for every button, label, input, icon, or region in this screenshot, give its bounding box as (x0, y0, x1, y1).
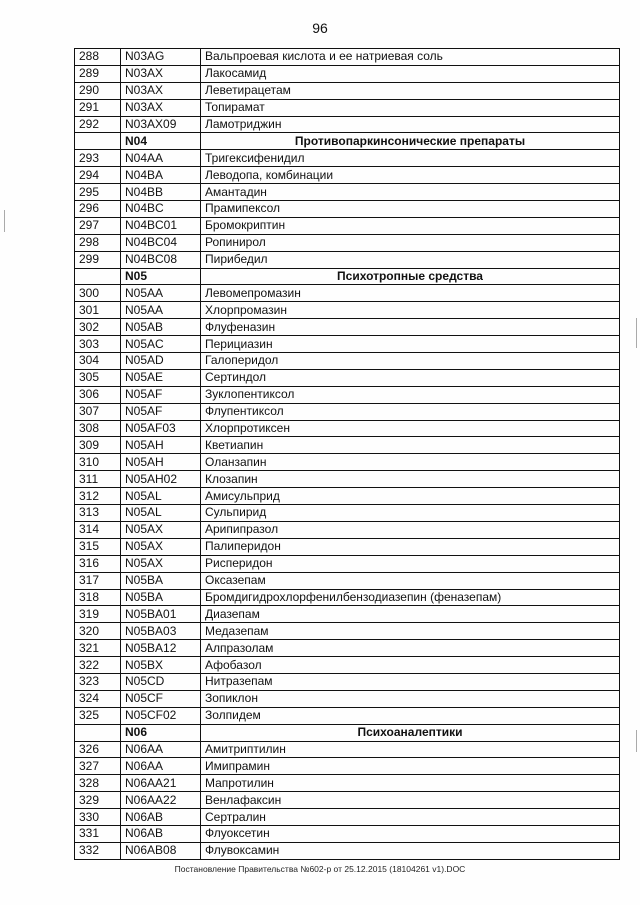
row-number: 329 (75, 792, 121, 809)
drug-name: Хлорпромазин (201, 302, 620, 319)
table-row (75, 336, 620, 353)
drug-name: Топирамат (201, 99, 620, 116)
table-row (75, 555, 620, 572)
atc-code: N03AX (121, 99, 201, 116)
drug-name: Зуклопентиксол (201, 386, 620, 403)
atc-code: N05AH (121, 437, 201, 454)
atc-code: N05AX (121, 538, 201, 555)
row-number: 290 (75, 82, 121, 99)
atc-code: N05BA (121, 589, 201, 606)
table-row (75, 116, 620, 133)
row-number: 302 (75, 319, 121, 336)
atc-code: N04 (121, 133, 201, 150)
drug-name: Оксазепам (201, 572, 620, 589)
table-row (75, 201, 620, 218)
row-number: 309 (75, 437, 121, 454)
table-row (75, 758, 620, 775)
atc-code: N06AA (121, 758, 201, 775)
drug-name: Оланзапин (201, 454, 620, 471)
atc-code: N05CD (121, 673, 201, 690)
drug-name: Галоперидол (201, 353, 620, 370)
atc-code: N05AA (121, 302, 201, 319)
atc-code: N03AX09 (121, 116, 201, 133)
table-row (75, 234, 620, 251)
page-number: 96 (312, 20, 328, 36)
table-row (75, 251, 620, 268)
row-number: 325 (75, 707, 121, 724)
drug-name: Нитразепам (201, 673, 620, 690)
group-header-row (75, 724, 620, 741)
table-row (75, 454, 620, 471)
row-number: 316 (75, 555, 121, 572)
row-number: 298 (75, 234, 121, 251)
table-row (75, 420, 620, 437)
row-number: 331 (75, 825, 121, 842)
atc-code: N03AG (121, 49, 201, 66)
table-row (75, 792, 620, 809)
drug-name: Тригексифенидил (201, 150, 620, 167)
table-row (75, 673, 620, 690)
drug-name: Арипипразол (201, 521, 620, 538)
drug-name: Палиперидон (201, 538, 620, 555)
atc-code: N05AF (121, 386, 201, 403)
row-number: 306 (75, 386, 121, 403)
drug-name: Левомепромазин (201, 285, 620, 302)
drug-name: Сертралин (201, 809, 620, 826)
drug-name: Леводопа, комбинации (201, 167, 620, 184)
row-number: 303 (75, 336, 121, 353)
row-number: 312 (75, 488, 121, 505)
table-row (75, 386, 620, 403)
row-number: 326 (75, 741, 121, 758)
atc-code: N05AH (121, 454, 201, 471)
atc-code: N04BC04 (121, 234, 201, 251)
atc-code: N05BX (121, 657, 201, 674)
table-row (75, 657, 620, 674)
row-number: 321 (75, 640, 121, 657)
table-row (75, 589, 620, 606)
atc-code: N06AA22 (121, 792, 201, 809)
drug-name: Ламотриджин (201, 116, 620, 133)
table-row (75, 167, 620, 184)
atc-code: N05 (121, 268, 201, 285)
drug-name: Ропинирол (201, 234, 620, 251)
drug-name: Хлорпротиксен (201, 420, 620, 437)
atc-code: N05CF (121, 690, 201, 707)
drug-name: Сертиндол (201, 369, 620, 386)
drug-table (74, 48, 620, 860)
drug-name: Бромокриптин (201, 217, 620, 234)
table-row (75, 217, 620, 234)
atc-code: N05AD (121, 353, 201, 370)
drug-name: Венлафаксин (201, 792, 620, 809)
table-row (75, 623, 620, 640)
row-number (75, 133, 121, 150)
row-number: 308 (75, 420, 121, 437)
row-number: 305 (75, 369, 121, 386)
drug-name: Клозапин (201, 471, 620, 488)
table-row (75, 302, 620, 319)
row-number: 310 (75, 454, 121, 471)
drug-name: Золпидем (201, 707, 620, 724)
row-number: 314 (75, 521, 121, 538)
atc-code: N04BB (121, 184, 201, 201)
atc-code: N05AL (121, 505, 201, 522)
atc-code: N05BA12 (121, 640, 201, 657)
table-row (75, 353, 620, 370)
margin-mark (4, 210, 5, 232)
margin-mark (636, 730, 637, 752)
row-number: 323 (75, 673, 121, 690)
group-header-row (75, 133, 620, 150)
row-number: 320 (75, 623, 121, 640)
table-row (75, 82, 620, 99)
atc-code: N04BC01 (121, 217, 201, 234)
row-number: 319 (75, 606, 121, 623)
atc-code: N05CF02 (121, 707, 201, 724)
row-number: 307 (75, 403, 121, 420)
table-row (75, 505, 620, 522)
drug-name: Алпразолам (201, 640, 620, 657)
table-row (75, 741, 620, 758)
atc-code: N05AH02 (121, 471, 201, 488)
atc-code: N03AX (121, 65, 201, 82)
drug-name: Амантадин (201, 184, 620, 201)
atc-code: N04AA (121, 150, 201, 167)
table-row (75, 606, 620, 623)
table-row (75, 809, 620, 826)
row-number: 295 (75, 184, 121, 201)
document-footer: Постановление Правительства №602-р от 25.12.2015 (18104261 v1).DOC (174, 864, 466, 874)
row-number: 291 (75, 99, 121, 116)
atc-code: N05AX (121, 555, 201, 572)
atc-code: N05AA (121, 285, 201, 302)
row-number: 296 (75, 201, 121, 218)
table-row (75, 471, 620, 488)
drug-name: Медазепам (201, 623, 620, 640)
table-row (75, 99, 620, 116)
row-number: 293 (75, 150, 121, 167)
table-row (75, 488, 620, 505)
drug-name: Сульпирид (201, 505, 620, 522)
atc-code: N04BA (121, 167, 201, 184)
row-number (75, 724, 121, 741)
row-number: 328 (75, 775, 121, 792)
drug-name: Перициазин (201, 336, 620, 353)
atc-code: N05AX (121, 521, 201, 538)
drug-name: Кветиапин (201, 437, 620, 454)
drug-name: Диазепам (201, 606, 620, 623)
row-number: 292 (75, 116, 121, 133)
row-number: 330 (75, 809, 121, 826)
atc-code: N04BC08 (121, 251, 201, 268)
atc-code: N05AB (121, 319, 201, 336)
drug-name: Флуфеназин (201, 319, 620, 336)
drug-name: Леветирацетам (201, 82, 620, 99)
group-title: Психотропные средства (201, 268, 620, 285)
drug-name: Амисульприд (201, 488, 620, 505)
atc-code: N06AB (121, 825, 201, 842)
row-number: 297 (75, 217, 121, 234)
drug-name: Флувоксамин (201, 842, 620, 859)
table-row (75, 319, 620, 336)
drug-name: Бромдигидрохлорфенилбензодиазепин (феназепам) (201, 589, 620, 606)
drug-name: Афобазол (201, 657, 620, 674)
row-number: 294 (75, 167, 121, 184)
table-body (75, 49, 620, 860)
atc-code: N03AX (121, 82, 201, 99)
table-row (75, 403, 620, 420)
drug-name: Флуоксетин (201, 825, 620, 842)
atc-code: N05BA (121, 572, 201, 589)
row-number: 327 (75, 758, 121, 775)
atc-code: N05BA01 (121, 606, 201, 623)
atc-code: N06AA21 (121, 775, 201, 792)
table-row (75, 572, 620, 589)
margin-mark (636, 318, 637, 348)
table-row (75, 184, 620, 201)
table-row (75, 285, 620, 302)
table-row (75, 775, 620, 792)
row-number: 313 (75, 505, 121, 522)
drug-name: Мапротилин (201, 775, 620, 792)
row-number: 301 (75, 302, 121, 319)
table-row (75, 842, 620, 859)
row-number: 304 (75, 353, 121, 370)
atc-code: N05AF (121, 403, 201, 420)
table-row (75, 49, 620, 66)
atc-code: N05AF03 (121, 420, 201, 437)
atc-code: N06AB (121, 809, 201, 826)
atc-code: N05AE (121, 369, 201, 386)
row-number: 300 (75, 285, 121, 302)
table-row (75, 538, 620, 555)
drug-name: Лакосамид (201, 65, 620, 82)
drug-name: Амитриптилин (201, 741, 620, 758)
drug-name: Прамипексол (201, 201, 620, 218)
group-header-row (75, 268, 620, 285)
group-title: Противопаркинсонические препараты (201, 133, 620, 150)
drug-name: Зопиклон (201, 690, 620, 707)
drug-name: Вальпроевая кислота и ее натриевая соль (201, 49, 620, 66)
table-row (75, 825, 620, 842)
row-number: 324 (75, 690, 121, 707)
table-row (75, 369, 620, 386)
row-number: 315 (75, 538, 121, 555)
atc-code: N05AC (121, 336, 201, 353)
row-number: 299 (75, 251, 121, 268)
atc-code: N06AB08 (121, 842, 201, 859)
table-row (75, 65, 620, 82)
row-number: 322 (75, 657, 121, 674)
atc-code: N06 (121, 724, 201, 741)
drug-name: Флупентиксол (201, 403, 620, 420)
row-number: 288 (75, 49, 121, 66)
atc-code: N05AL (121, 488, 201, 505)
atc-code: N05BA03 (121, 623, 201, 640)
table-row (75, 707, 620, 724)
table-row (75, 640, 620, 657)
table-row (75, 521, 620, 538)
drug-name: Имипрамин (201, 758, 620, 775)
row-number: 289 (75, 65, 121, 82)
group-title: Психоаналептики (201, 724, 620, 741)
row-number (75, 268, 121, 285)
row-number: 317 (75, 572, 121, 589)
atc-code: N06AA (121, 741, 201, 758)
table-row (75, 437, 620, 454)
row-number: 311 (75, 471, 121, 488)
row-number: 318 (75, 589, 121, 606)
row-number: 332 (75, 842, 121, 859)
drug-name: Рисперидон (201, 555, 620, 572)
atc-code: N04BC (121, 201, 201, 218)
table-row (75, 150, 620, 167)
drug-name: Пирибедил (201, 251, 620, 268)
table-row (75, 690, 620, 707)
